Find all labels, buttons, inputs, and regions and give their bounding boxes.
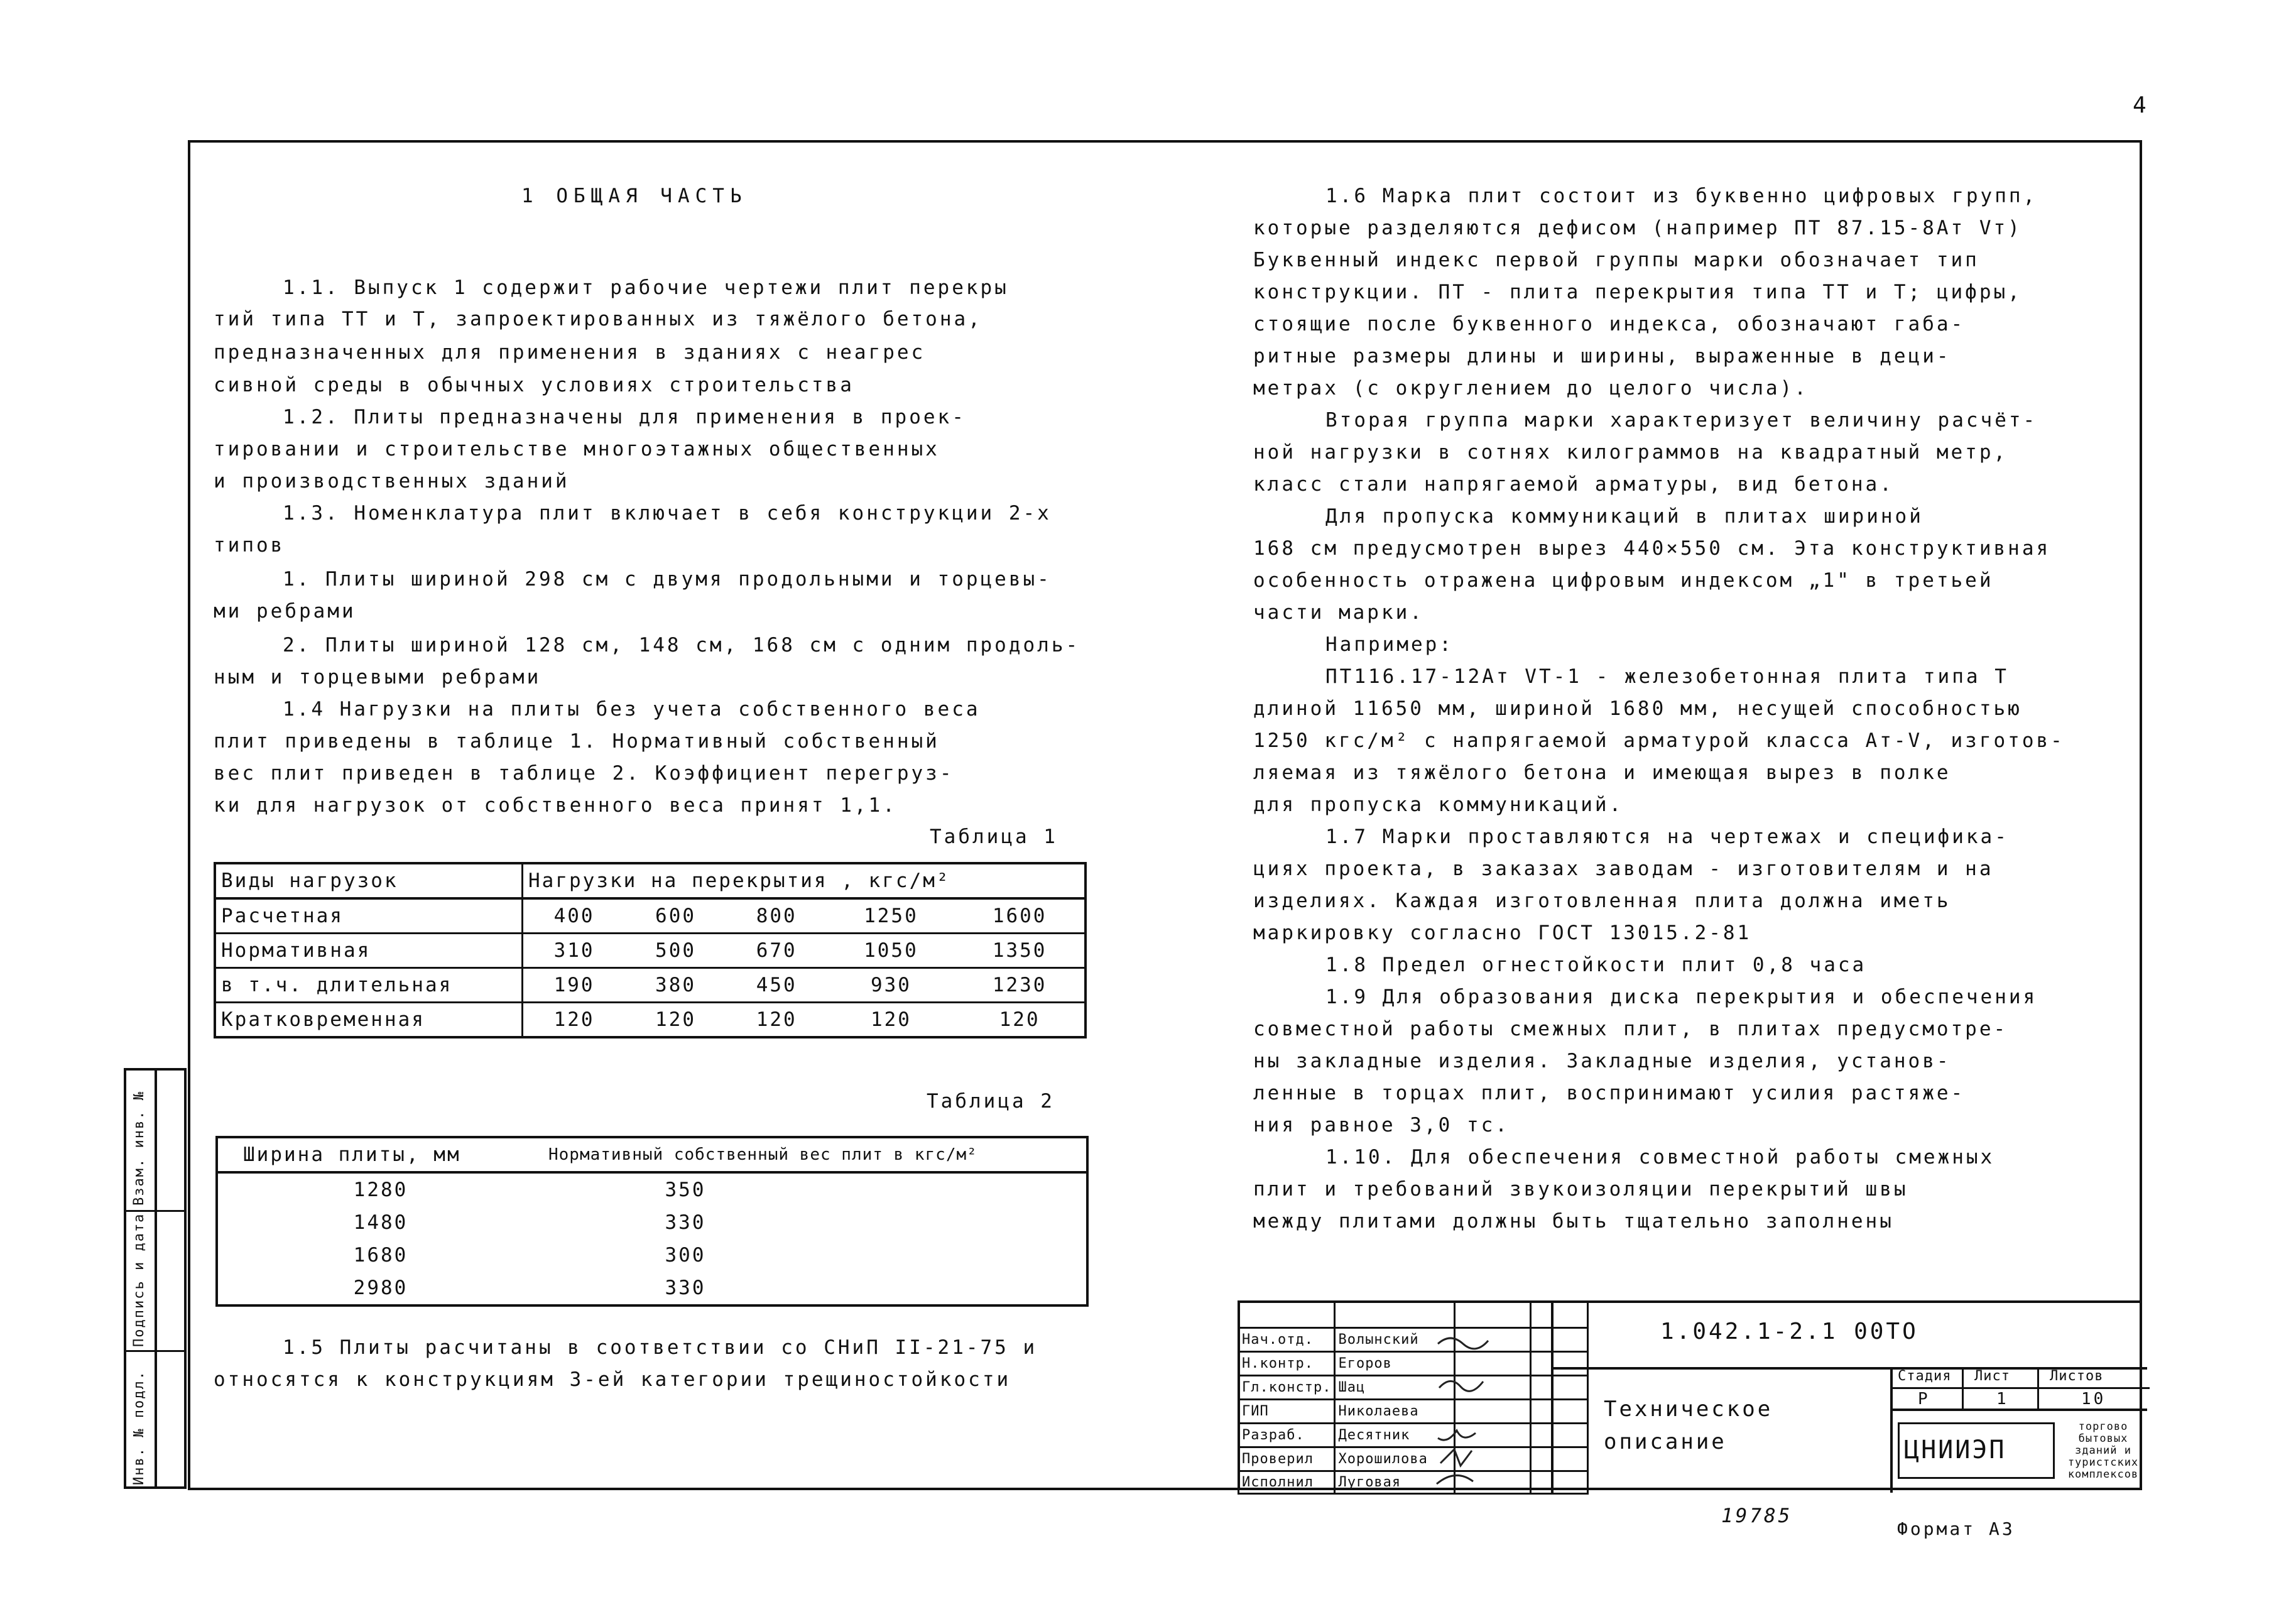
right-line: между плитами должны быть тщательно заполнены <box>1253 1210 1894 1233</box>
loads-table <box>214 862 1087 1038</box>
right-line: ленные в торцах плит, воспринимают усилия растяже- <box>1253 1082 1966 1104</box>
table-cell: 120 <box>553 1008 595 1031</box>
stamp-name: Егоров <box>1335 1352 1455 1376</box>
table1-caption: Таблица 1 <box>930 826 1058 848</box>
row-label: Нормативная <box>215 934 523 968</box>
left-line: 1.3. Номенклатура плит включает в себя конструкции 2-х <box>283 502 1052 525</box>
table-row <box>215 934 1086 968</box>
sheet-value: 1 <box>1996 1390 2009 1409</box>
header-width: Ширина плиты, мм <box>243 1143 461 1166</box>
left-line: ным и торцевыми ребрами <box>214 666 541 689</box>
right-line: совместной работы смежных плит, в плитах предусмотре- <box>1253 1018 2008 1040</box>
table-cell: 1480 <box>353 1211 408 1234</box>
right-line: особенность отражена цифровым индексом „1" в третьей <box>1253 569 1994 592</box>
doc-title-line: описание <box>1604 1429 1727 1454</box>
stage-grid <box>1890 1367 2147 1411</box>
right-line: изделиях. Каждая изготовленная плита должна иметь <box>1253 890 1951 912</box>
table-cell: 120 <box>870 1008 911 1031</box>
table-cell: 1600 <box>992 905 1047 927</box>
left-line: ми ребрами <box>214 600 356 623</box>
right-line: для пропуска коммуникаций. <box>1253 793 1624 816</box>
table2-caption: Таблица 2 <box>927 1090 1055 1113</box>
inventory-number: 19785 <box>1721 1505 1793 1527</box>
org-cell <box>1890 1411 2147 1493</box>
table-cell: 500 <box>655 939 697 962</box>
left-line: ки для нагрузок от собственного веса принят 1,1. <box>214 794 897 817</box>
right-line: метрах (с округлением до целого числа). <box>1253 377 1809 400</box>
right-line: ритные размеры длины и ширины, выраженные в деци- <box>1253 345 1951 368</box>
table-row <box>217 1239 1087 1272</box>
signature-scribbles <box>1432 1328 1501 1493</box>
stamp-role: Н.контр. <box>1239 1352 1335 1376</box>
left-line: и производственных зданий <box>214 470 570 493</box>
left-line: 1.2. Плиты предназначены для применения в проек- <box>283 406 966 428</box>
stamp-name: Хорошилова <box>1335 1447 1455 1471</box>
side-label-sign: Подпись и дата <box>131 1213 147 1347</box>
right-line: плит и требований звукоизоляции перекрытий швы <box>1253 1178 1908 1201</box>
table-cell: 400 <box>553 905 595 927</box>
table-cell: 450 <box>756 974 797 996</box>
right-line: 1.10. Для обеспечения совместной работы смежных <box>1325 1146 1995 1169</box>
left-line: 2. Плиты шириной 128 см, 148 см, 168 см с одним продоль- <box>283 634 1080 657</box>
right-line: 1.6 Марка плит состоит из буквенно цифровых групп, <box>1325 185 2038 207</box>
stage-value: Р <box>1918 1390 1930 1409</box>
header-weight: Нормативный собственный вес плит в кгс/м² <box>548 1145 977 1164</box>
right-line: ны закладные изделия. Закладные изделия, установ- <box>1253 1050 1951 1072</box>
org-name: ЦНИИЭП <box>1904 1436 2006 1464</box>
org-subtitle: торгово бытовых зданий и туристских комплексов <box>2067 1420 2139 1481</box>
right-line: Вторая группа марки характеризует величину расчёт- <box>1325 409 2038 432</box>
left-bottom-line: относятся к конструкциям 3-ей категории трещиностойкости <box>214 1368 1011 1391</box>
right-line: 1250 кгс/м² с напрягаемой арматурой класса Ат-V, изготов- <box>1253 729 2065 752</box>
doc-code: 1.042.1-2.1 00ТО <box>1660 1319 1918 1344</box>
side-strip <box>124 1068 187 1489</box>
table-cell: 800 <box>756 905 797 927</box>
table-row <box>217 1206 1087 1239</box>
left-line: плит приведены в таблице 1. Нормативный собственный <box>214 730 940 753</box>
right-line: ной нагрузки в сотнях килограммов на квадратный метр, <box>1253 441 2008 464</box>
weights-table <box>215 1136 1089 1307</box>
table-cell: 350 <box>665 1179 706 1201</box>
table-cell: 1280 <box>353 1179 408 1201</box>
left-line: 1.1. Выпуск 1 содержит рабочие чертежи плит перекры <box>283 276 1009 299</box>
table-cell: 300 <box>665 1244 706 1267</box>
table-row <box>217 1272 1087 1305</box>
stamp-name: Николаева <box>1335 1400 1455 1424</box>
table-cell: 1350 <box>992 939 1047 962</box>
left-line: сивной среды в обычных условиях строительства <box>214 374 854 396</box>
doc-title-cell <box>1551 1367 1890 1493</box>
stamp-role: ГИП <box>1239 1400 1335 1424</box>
table-cell: 1250 <box>864 905 918 927</box>
doc-title-line: Техническое <box>1604 1397 1773 1422</box>
right-line: Для пропуска коммуникаций в плитах шириной <box>1325 505 1923 528</box>
left-line: 1.4 Нагрузки на плиты без учета собственного веса <box>283 698 981 721</box>
table-cell: 190 <box>553 974 595 996</box>
stamp-name: Шац <box>1335 1376 1455 1400</box>
right-line: 1.8 Предел огнестойкости плит 0,8 часа <box>1325 954 1867 976</box>
signature-grid <box>1238 1300 1589 1495</box>
table-cell: 120 <box>756 1008 797 1031</box>
left-line: тий типа ТТ и Т, запроектированных из тяжёлого бетона, <box>214 308 982 330</box>
table-row <box>215 1003 1086 1038</box>
table-row <box>217 1172 1087 1206</box>
table-cell: 380 <box>655 974 697 996</box>
stamp-role: Разраб. <box>1239 1424 1335 1447</box>
right-line: 168 см предусмотрен вырез 440×550 см. Эта конструктивная <box>1253 537 2051 560</box>
table-cell: 670 <box>756 939 797 962</box>
left-line: вес плит приведен в таблице 2. Коэффициент перегруз- <box>214 762 954 785</box>
page-number: 4 <box>2133 92 2149 118</box>
header-load-type: Виды нагрузок <box>215 863 523 898</box>
right-line: конструкции. ПТ - плита перекрытия типа ТТ и Т; цифры, <box>1253 281 2022 303</box>
right-line: Например: <box>1325 633 1454 656</box>
left-line: тировании и строительстве многоэтажных общественных <box>214 438 940 460</box>
stamp-name: Десятник <box>1335 1424 1455 1447</box>
table-cell: 310 <box>553 939 595 962</box>
title-block <box>1238 1300 2142 1490</box>
right-line: ляемая из тяжёлого бетона и имеющая вырез в полке <box>1253 761 1951 784</box>
stamp-role: Нач.отд. <box>1239 1328 1335 1352</box>
right-line: которые разделяются дефисом (например ПТ 87.15-8Ат Vт) <box>1253 217 2022 239</box>
row-label: Расчетная <box>215 898 523 934</box>
table-header-row <box>217 1137 1087 1172</box>
header-loads: Нагрузки на перекрытия , кгс/м² <box>528 869 950 892</box>
sheets-label: Листов <box>2050 1368 2104 1384</box>
left-bottom-line: 1.5 Плиты расчитаны в соответствии со СНиП II-21-75 и <box>283 1336 1038 1359</box>
table-cell: 120 <box>655 1008 697 1031</box>
table-cell: 1680 <box>353 1244 408 1267</box>
right-line: ния равное 3,0 тс. <box>1253 1114 1510 1136</box>
left-line: типов <box>214 534 285 557</box>
format-label: Формат А3 <box>1897 1518 2015 1539</box>
table-row <box>215 968 1086 1003</box>
stamp-name: Волынский <box>1335 1328 1455 1352</box>
side-label-replace: Взам. инв. № <box>131 1091 147 1206</box>
stamp-role: Проверил <box>1239 1447 1335 1471</box>
stamp-role: Гл.констр. <box>1239 1376 1335 1400</box>
right-line: стоящие после буквенного индекса, обозначают габа- <box>1253 313 1966 335</box>
right-line: части марки. <box>1253 601 1424 624</box>
table-cell: 930 <box>870 974 911 996</box>
right-line: ПТ116.17-12Ат VТ-1 - железобетонная плита типа Т <box>1325 665 2009 688</box>
stamp-role: Исполнил <box>1239 1471 1335 1494</box>
table-row <box>215 898 1086 934</box>
right-line: класс стали напрягаемой арматуры, вид бетона. <box>1253 473 1894 496</box>
right-line: длиной 11650 мм, шириной 1680 мм, несущей способностью <box>1253 697 2022 720</box>
doc-code-cell <box>1551 1300 2147 1370</box>
table-cell: 1230 <box>992 974 1047 996</box>
right-line: циях проекта, в заказах заводам - изготовителям и на <box>1253 858 1994 880</box>
right-line: маркировку согласно ГОСТ 13015.2-81 <box>1253 922 1752 944</box>
table-cell: 330 <box>665 1211 706 1234</box>
sheet-label: Лист <box>1974 1368 2010 1384</box>
table-cell: 120 <box>999 1008 1040 1031</box>
table-cell: 600 <box>655 905 697 927</box>
table-header-row <box>215 863 1086 898</box>
side-label-inv: Инв. № подл. <box>131 1370 147 1485</box>
row-label: Кратковременная <box>215 1003 523 1038</box>
stage-label: Стадия <box>1898 1368 1952 1384</box>
right-line: 1.9 Для образования диска перекрытия и обеспечения <box>1325 986 2038 1008</box>
sheets-value: 10 <box>2081 1390 2106 1409</box>
right-line: 1.7 Марки проставляются на чертежах и спецификa- <box>1325 826 2009 848</box>
left-line: предназначенных для применения в зданиях с неагрес <box>214 341 926 364</box>
table-cell: 2980 <box>353 1277 408 1299</box>
right-line: Буквенный индекс первой группы марки обозначает тип <box>1253 249 1979 271</box>
table-cell: 330 <box>665 1277 706 1299</box>
section-title: 1 ОБЩАЯ ЧАСТЬ <box>521 185 748 207</box>
row-label: в т.ч. длительная <box>215 968 523 1003</box>
left-line: 1. Плиты шириной 298 см с двумя продольными и торцевы- <box>283 568 1052 591</box>
stamp-name: Луговая <box>1335 1471 1455 1494</box>
table-cell: 1050 <box>864 939 918 962</box>
